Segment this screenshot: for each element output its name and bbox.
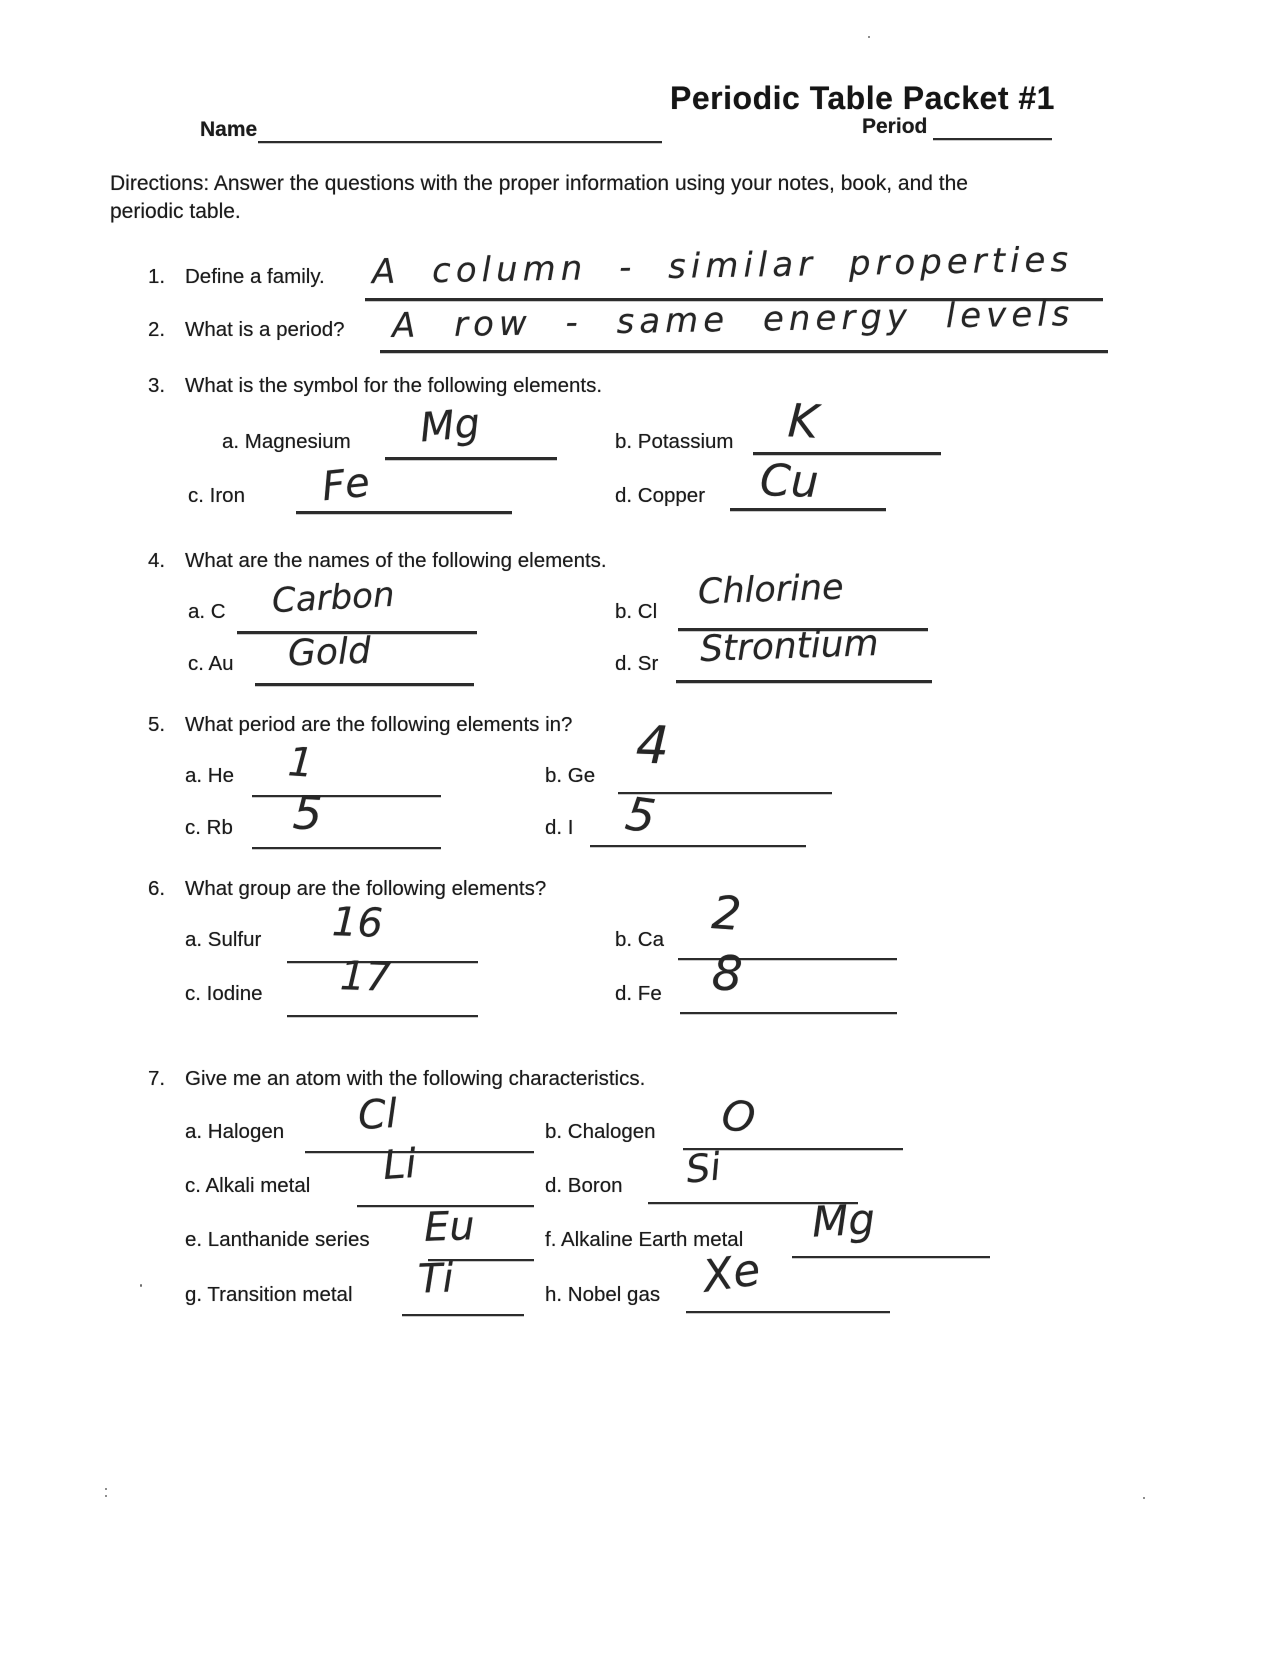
question-6-answer-line (680, 1012, 897, 1014)
question-2-number: 2. (148, 318, 166, 341)
question-7-answer-line (305, 1151, 534, 1153)
name-line (258, 141, 662, 143)
question-5-part-label: c. Rb (185, 816, 233, 839)
question-7-number: 7. (148, 1067, 166, 1090)
question-7-answer-line (402, 1314, 524, 1316)
question-6-answer-line (287, 1015, 478, 1017)
question-4-handwritten-answer: Chlorine (697, 567, 845, 613)
question-6-handwritten-answer: 16 (331, 899, 384, 947)
question-6-text: What group are the following elements? (185, 877, 547, 900)
question-5-part-label: a. He (185, 764, 234, 787)
question-5-handwritten-answer: 1 (286, 739, 316, 787)
question-7-handwritten-answer: Mg (810, 1194, 877, 1247)
question-7-handwritten-answer: O (718, 1089, 759, 1144)
question-3-answer-line (296, 511, 512, 514)
question-3-part-label: c. Iron (188, 484, 245, 507)
question-6-part-label: c. Iodine (185, 982, 263, 1005)
period-line (933, 138, 1052, 140)
question-4-handwritten-answer: Strontium (699, 622, 880, 671)
question-7-handwritten-answer: Xe (699, 1244, 764, 1303)
scan-speck (105, 1495, 107, 1497)
scan-speck (1143, 1497, 1145, 1499)
question-7-handwritten-answer: Li (381, 1140, 418, 1190)
question-6-handwritten-answer: 8 (710, 945, 744, 1003)
question-4-answer-line (255, 683, 474, 686)
question-5-part-label: b. Ge (545, 764, 596, 787)
question-3-part-label: a. Magnesium (222, 430, 351, 453)
question-3-part-label: b. Potassium (615, 430, 734, 453)
question-5-handwritten-answer: 5 (291, 785, 324, 841)
question-7-part-label: e. Lanthanide series (185, 1228, 370, 1251)
question-7-part-label: a. Halogen (185, 1120, 285, 1143)
question-6-part-label: d. Fe (615, 982, 662, 1005)
question-5-handwritten-answer: 4 (634, 715, 671, 777)
question-7-answer-line (792, 1256, 990, 1258)
question-6-handwritten-answer: 2 (710, 885, 744, 941)
question-3-number: 3. (148, 374, 166, 397)
question-3-part-label: d. Copper (615, 484, 706, 507)
question-7-part-label: c. Alkali metal (185, 1174, 311, 1197)
period-label: Period (862, 115, 928, 138)
question-7-part-label: f. Alkaline Earth metal (545, 1228, 744, 1251)
question-3-text: What is the symbol for the following elements. (185, 374, 603, 397)
question-3-answer-line (730, 508, 886, 511)
directions-line-2: periodic table. (110, 200, 241, 223)
question-7-part-label: g. Transition metal (185, 1283, 353, 1306)
question-4-handwritten-answer: Gold (287, 630, 372, 675)
question-5-text: What period are the following elements in? (185, 713, 573, 736)
question-7-part-label: d. Boron (545, 1174, 623, 1197)
question-4-part-label: a. C (188, 600, 226, 623)
question-5-number: 5. (148, 713, 166, 736)
question-6-number: 6. (148, 877, 166, 900)
scan-speck (105, 1488, 107, 1490)
question-4-part-label: b. Cl (615, 600, 658, 623)
name-label: Name (200, 118, 258, 141)
question-2-text: What is a period? (185, 318, 345, 341)
question-3-handwritten-answer: Mg (418, 400, 482, 452)
question-7-handwritten-answer: Ti (417, 1255, 455, 1303)
question-3-handwritten-answer: Cu (759, 454, 820, 509)
question-6-part-label: a. Sulfur (185, 928, 262, 951)
question-5-answer-line (252, 847, 441, 849)
question-7-handwritten-answer: Cl (356, 1091, 399, 1139)
question-6-part-label: b. Ca (615, 928, 664, 951)
question-7-handwritten-answer: Si (683, 1144, 723, 1192)
question-3-answer-line (753, 452, 941, 455)
question-4-part-label: d. Sr (615, 652, 659, 675)
question-3-handwritten-answer: K (786, 393, 820, 449)
directions-text (110, 170, 968, 226)
question-2-handwritten-answer: A row - same energy levels (391, 294, 1075, 346)
question-3-handwritten-answer: Fe (319, 459, 372, 511)
question-4-answer-line (676, 680, 932, 683)
page-title: Periodic Table Packet #1 (670, 80, 1055, 116)
question-6-handwritten-answer: 17 (339, 953, 392, 1001)
question-5-answer-line (590, 845, 806, 847)
question-7-part-label: b. Chalogen (545, 1120, 656, 1143)
question-1-text: Define a family. (185, 265, 325, 288)
question-7-part-label: h. Nobel gas (545, 1283, 661, 1306)
question-5-answer-line (252, 795, 441, 797)
question-3-answer-line (385, 457, 557, 460)
question-2-answer-line (380, 350, 1108, 353)
question-7-answer-line (686, 1311, 890, 1313)
question-5-part-label: d. I (545, 816, 574, 839)
question-4-text: What are the names of the following elements. (185, 549, 607, 572)
question-1-handwritten-answer: A column - similar properties (371, 239, 1074, 293)
directions-line-1: Directions: Answer the questions with the proper information using your notes, book, and the (110, 172, 968, 195)
question-4-handwritten-answer: Carbon (271, 574, 396, 622)
scan-speck (868, 36, 870, 38)
question-5-handwritten-answer: 5 (622, 786, 659, 844)
question-4-part-label: c. Au (188, 652, 234, 675)
question-7-text: Give me an atom with the following characteristics. (185, 1067, 646, 1090)
scan-speck (140, 1284, 142, 1287)
question-1-number: 1. (148, 265, 166, 288)
question-7-handwritten-answer: Eu (423, 1203, 476, 1251)
question-4-number: 4. (148, 549, 166, 572)
question-6-answer-line (678, 958, 897, 960)
